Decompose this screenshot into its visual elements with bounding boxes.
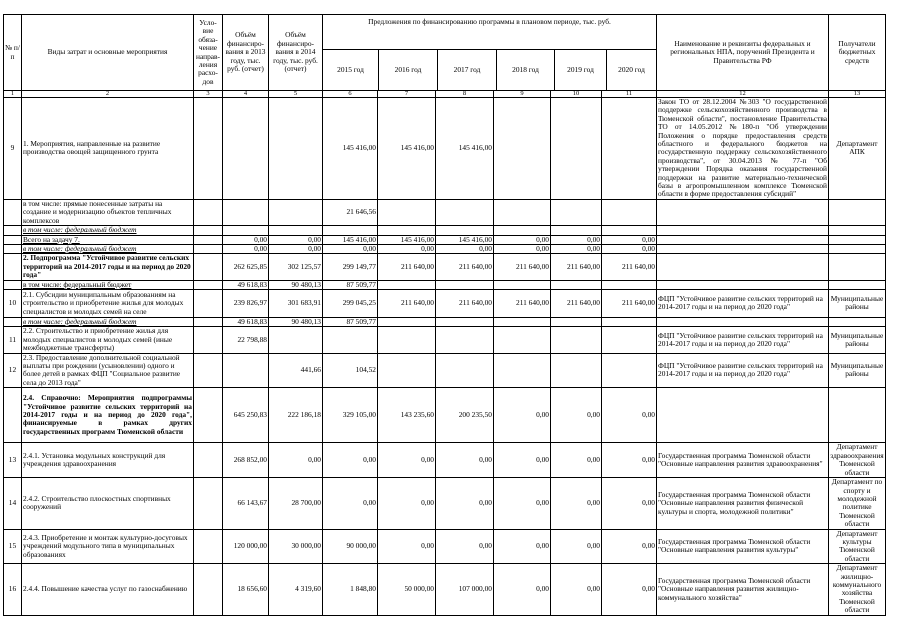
amount-cell: 0,00: [378, 478, 436, 529]
amount-cell: [602, 353, 657, 388]
amount-cell: [602, 327, 657, 353]
row-number: [4, 199, 22, 225]
amount-cell: [551, 327, 602, 353]
amount-cell: 0,00: [436, 529, 494, 564]
amount-cell: [494, 98, 551, 200]
amount-cell: 0,00: [436, 244, 494, 253]
header-year: 2017 год: [438, 50, 497, 90]
amount-cell: [378, 353, 436, 388]
amount-cell: [323, 226, 378, 235]
amount-cell: 0,00: [494, 529, 551, 564]
amount-cell: 87 509,77: [323, 317, 378, 326]
table-row: [4, 327, 886, 353]
amount-cell: [269, 199, 323, 225]
budget-recipient: Департамент по спорту и молодежной политике Тюменской области: [829, 478, 886, 529]
budget-recipient: [829, 235, 886, 244]
legal-reference: Государственная программа Тюменской области "Основные направления развития жилищно-коммунального хозяйства": [657, 564, 829, 615]
legal-reference: [657, 317, 829, 326]
legal-reference: ФЦП "Устойчивое развитие сельских территорий на 2014-2017 годы и на период до 2020 года": [657, 353, 829, 388]
amount-cell: 145 416,00: [323, 235, 378, 244]
expense-description: 2.2. Строительство и приобретение жилья для молодых специалистов и молодых семей (иные межбюджетные трансферты): [22, 327, 194, 353]
amount-cell: 0,00: [602, 235, 657, 244]
amount-cell: 211 640,00: [436, 254, 494, 280]
amount-cell: [223, 226, 269, 235]
header-recipients: Получатели бюджетных средств: [829, 15, 886, 91]
amount-cell: [194, 254, 223, 280]
amount-cell: [602, 226, 657, 235]
amount-cell: [551, 98, 602, 200]
amount-cell: 0,00: [378, 244, 436, 253]
amount-cell: [494, 280, 551, 289]
amount-cell: [194, 529, 223, 564]
amount-cell: [194, 235, 223, 244]
table-row: [4, 529, 886, 564]
budget-recipient: Муниципальные районы: [829, 327, 886, 353]
amount-cell: [436, 353, 494, 388]
expense-description: в том числе: федеральный бюджет: [22, 280, 194, 289]
amount-cell: [602, 199, 657, 225]
row-number: 13: [4, 443, 22, 478]
row-number: 11: [4, 327, 22, 353]
legal-reference: [657, 244, 829, 253]
amount-cell: 0,00: [602, 244, 657, 253]
budget-recipient: [829, 254, 886, 280]
legal-reference: ФЦП "Устойчивое развитие сельских территорий на 2014-2017 годы и на период до 2020 года": [657, 289, 829, 317]
amount-cell: 0,00: [602, 564, 657, 615]
legal-reference: ФЦП "Устойчивое развитие сельских территорий на 2014-2017 годы и на период до 2020 года": [657, 327, 829, 353]
header-proposals-block: [323, 15, 657, 91]
legal-reference: [657, 388, 829, 443]
amount-cell: [436, 226, 494, 235]
amount-cell: 4 319,60: [269, 564, 323, 615]
row-number: 10: [4, 289, 22, 317]
amount-cell: [194, 98, 223, 200]
amount-cell: 329 105,00: [323, 388, 378, 443]
amount-cell: [194, 564, 223, 615]
financing-table: [3, 14, 886, 616]
amount-cell: [551, 280, 602, 289]
row-number: 15: [4, 529, 22, 564]
amount-cell: 268 852,00: [223, 443, 269, 478]
legal-reference: [657, 199, 829, 225]
expense-description: в том числе: федеральный бюджет: [22, 317, 194, 326]
amount-cell: [194, 353, 223, 388]
legal-reference: [657, 280, 829, 289]
amount-cell: 211 640,00: [551, 254, 602, 280]
budget-recipient: [829, 388, 886, 443]
amount-cell: 143 235,60: [378, 388, 436, 443]
row-number: [4, 226, 22, 235]
amount-cell: [223, 98, 269, 200]
amount-cell: 0,00: [436, 478, 494, 529]
amount-cell: [194, 388, 223, 443]
amount-cell: 28 700,00: [269, 478, 323, 529]
amount-cell: 211 640,00: [378, 289, 436, 317]
amount-cell: [378, 280, 436, 289]
col-number: 5: [269, 91, 323, 98]
table-row: [4, 388, 886, 443]
col-number: 12: [657, 91, 829, 98]
amount-cell: [378, 317, 436, 326]
budget-recipient: Департамент здравоохранения Тюменской области: [830, 442, 884, 477]
col-number: 9: [494, 91, 551, 98]
amount-cell: 0,00: [269, 235, 323, 244]
amount-cell: 49 618,83: [223, 317, 269, 326]
expense-description: Всего на задачу 7.: [22, 235, 194, 244]
table-row: [4, 353, 886, 388]
amount-cell: [551, 199, 602, 225]
table-row: [4, 289, 886, 317]
amount-cell: [194, 327, 223, 353]
amount-cell: 0,00: [494, 388, 551, 443]
amount-cell: [436, 317, 494, 326]
column-numbers-row: [4, 91, 886, 98]
amount-cell: 66 143,67: [223, 478, 269, 529]
amount-cell: 107 000,00: [436, 564, 494, 615]
amount-cell: 0,00: [602, 443, 657, 478]
amount-cell: [194, 289, 223, 317]
header-vol2014: Объём финансиро-вания в 2014 году, тыс. руб. (отчет): [269, 15, 323, 91]
amount-cell: 0,00: [494, 235, 551, 244]
legal-reference: Государственная программа Тюменской области "Основные направления развития культуры": [657, 529, 829, 564]
header-vol2013: Объём финансиро-вания в 2013 году, тыс. руб. (отчет): [223, 15, 269, 91]
amount-cell: 211 640,00: [602, 254, 657, 280]
amount-cell: 0,00: [551, 244, 602, 253]
amount-cell: [602, 280, 657, 289]
header-num: № п/п: [4, 15, 22, 91]
col-number: 2: [22, 91, 194, 98]
expense-description: 2.4. Справочно: Мероприятия подпрограммы "Устойчивое развитие сельских территорий на 2014-2017 годы и на период до 2020 года", финансируемые в рамках других государственных программ Тюменской области: [22, 388, 194, 443]
amount-cell: 645 250,83: [223, 388, 269, 443]
amount-cell: [194, 226, 223, 235]
col-number: 3: [194, 91, 223, 98]
expense-description: 2.1. Субсидии муниципальным образованиям на строительство и приобретение жилья для молодых специалистов и молодых семей на селе: [22, 289, 194, 317]
amount-cell: 0,00: [602, 478, 657, 529]
budget-recipient: [829, 317, 886, 326]
amount-cell: 211 640,00: [436, 289, 494, 317]
row-number: [4, 388, 22, 443]
amount-cell: [194, 443, 223, 478]
header-requisites: Наименование и реквизиты федеральных и региональных НПА, поручений Президента и Правительства РФ: [657, 15, 829, 91]
table-row: [4, 280, 886, 289]
table-row: [4, 443, 886, 478]
amount-cell: 145 416,00: [436, 235, 494, 244]
header-year: 2020 год: [618, 64, 645, 74]
amount-cell: 0,00: [494, 443, 551, 478]
amount-cell: [436, 327, 494, 353]
amount-cell: 0,00: [494, 244, 551, 253]
amount-cell: [269, 98, 323, 200]
col-number: 10: [551, 91, 602, 98]
amount-cell: 0,00: [602, 529, 657, 564]
row-number: 9: [4, 98, 22, 200]
amount-cell: [436, 199, 494, 225]
amount-cell: 120 000,00: [223, 529, 269, 564]
header-year: 2015 год: [323, 50, 379, 90]
amount-cell: 299 045,25: [323, 289, 378, 317]
amount-cell: [551, 226, 602, 235]
amount-cell: 211 640,00: [551, 289, 602, 317]
col-number: 8: [436, 91, 494, 98]
expense-description: в том числе: федеральный бюджет: [22, 226, 194, 235]
amount-cell: [494, 199, 551, 225]
amount-cell: [494, 327, 551, 353]
amount-cell: [551, 317, 602, 326]
amount-cell: 104,52: [323, 353, 378, 388]
amount-cell: 0,00: [323, 478, 378, 529]
table-row: [4, 235, 886, 244]
amount-cell: [194, 478, 223, 529]
expense-description: в том числе: прямые понесенные затраты на создание и модернизацию объектов тепличных комплексов: [22, 199, 194, 225]
amount-cell: 0,00: [378, 529, 436, 564]
amount-cell: 211 640,00: [378, 254, 436, 280]
budget-recipient: [829, 244, 886, 253]
amount-cell: 0,00: [551, 564, 602, 615]
amount-cell: [323, 327, 378, 353]
row-number: [4, 317, 22, 326]
amount-cell: [194, 244, 223, 253]
expense-description: в том числе: федеральный бюджет: [22, 244, 194, 253]
col-number: 6: [323, 91, 378, 98]
amount-cell: 87 509,77: [323, 280, 378, 289]
amount-cell: 18 656,60: [223, 564, 269, 615]
col-number: 1: [4, 91, 22, 98]
amount-cell: [436, 280, 494, 289]
legal-reference: Государственная программа Тюменской области "Основные направления развития физической культуры и спорта, молодежной политики": [657, 478, 829, 529]
amount-cell: 0,00: [436, 443, 494, 478]
col-number: 4: [223, 91, 269, 98]
header-types: Виды затрат и основные мероприятия: [22, 15, 194, 91]
amount-cell: [494, 317, 551, 326]
amount-cell: [494, 353, 551, 388]
header-year: 2016 год: [379, 50, 438, 90]
amount-cell: 0,00: [494, 478, 551, 529]
budget-recipient: Департамент культуры Тюменской области: [829, 529, 886, 564]
amount-cell: 0,00: [269, 244, 323, 253]
amount-cell: 145 416,00: [378, 98, 436, 200]
legal-reference: Закон ТО от 28.12.2004 №303 "О государственной поддержке сельскохозяйственного производства в Тюменской области", постановление Правительства ТО от 14.05.2012 №180-п "Об утверждении Положения о порядке предоставления средств областного и федерального бюджетов на государственную поддержку сельскохозяйственного производства", от 30.04.2013 № 77-п "Об утверждении Порядка оказания государственной поддержки на развитие материально-технической базы в агропромышленном комплексе Тюменской области в форме предоставления субсидий": [658, 97, 827, 199]
table-row: [4, 98, 886, 200]
amount-cell: 90 000,00: [323, 529, 378, 564]
amount-cell: 21 646,56: [323, 199, 378, 225]
budget-recipient: [829, 226, 886, 235]
amount-cell: [194, 280, 223, 289]
amount-cell: 302 125,57: [269, 254, 323, 280]
amount-cell: 1 848,80: [323, 564, 378, 615]
amount-cell: 145 416,00: [378, 235, 436, 244]
amount-cell: [194, 317, 223, 326]
table-row: [4, 317, 886, 326]
amount-cell: 22 798,88: [223, 327, 269, 353]
amount-cell: 145 416,00: [436, 98, 494, 200]
amount-cell: [551, 353, 602, 388]
table-row: [4, 244, 886, 253]
amount-cell: 0,00: [602, 388, 657, 443]
amount-cell: 90 480,13: [269, 280, 323, 289]
amount-cell: 0,00: [551, 235, 602, 244]
legal-reference: [657, 254, 829, 280]
amount-cell: [602, 98, 657, 200]
col-number: 7: [378, 91, 436, 98]
amount-cell: [494, 226, 551, 235]
budget-recipient: [829, 199, 886, 225]
table-row: [4, 478, 886, 529]
amount-cell: [378, 327, 436, 353]
legal-reference: Государственная программа Тюменской области "Основные направления развития здравоохранения": [657, 443, 829, 478]
expense-description: 2.4.4. Повышение качества услуг по газоснабжению: [22, 564, 194, 615]
header-year: 2018 год: [497, 50, 555, 90]
table-row: [4, 226, 886, 235]
amount-cell: 30 000,00: [269, 529, 323, 564]
amount-cell: 262 625,85: [223, 254, 269, 280]
amount-cell: 299 149,77: [323, 254, 378, 280]
table-row: [4, 564, 886, 615]
amount-cell: [194, 199, 223, 225]
amount-cell: 0,00: [494, 564, 551, 615]
budget-recipient: Муниципальные районы: [829, 353, 886, 388]
expense-description: 2.4.3. Приобретение и монтаж культурно-досуговых учреждений модульного типа в муниципальных образованиях: [22, 529, 194, 564]
amount-cell: 145 416,00: [323, 98, 378, 200]
row-number: [4, 235, 22, 244]
amount-cell: 0,00: [223, 244, 269, 253]
amount-cell: [378, 226, 436, 235]
expense-description: 2.3. Предоставление дополнительной социальной выплаты при рождении (усыновлении) одного и более детей в рамках ФЦП "Социальное развитие села до 2013 года": [22, 353, 194, 388]
expense-description: 2. Подпрограмма "Устойчивое развитие сельских территорий на 2014-2017 годы и на период до 2020 года": [22, 254, 194, 280]
amount-cell: 200 235,50: [436, 388, 494, 443]
amount-cell: [223, 199, 269, 225]
amount-cell: 0,00: [323, 244, 378, 253]
budget-recipient: Департамент АПК: [829, 98, 886, 200]
row-number: 14: [4, 478, 22, 529]
amount-cell: 0,00: [223, 235, 269, 244]
row-number: 16: [4, 564, 22, 615]
amount-cell: 0,00: [551, 529, 602, 564]
amount-cell: [378, 199, 436, 225]
col-number: 13: [829, 91, 886, 98]
amount-cell: 0,00: [551, 443, 602, 478]
table-row: [4, 199, 886, 225]
legal-reference: [657, 235, 829, 244]
col-number: 11: [602, 91, 657, 98]
amount-cell: 0,00: [323, 443, 378, 478]
budget-recipient: Муниципальные районы: [829, 289, 886, 317]
header-proposals: Предложения по финансированию программы в плановом периоде, тыс. руб.: [368, 17, 611, 26]
amount-cell: 50 000,00: [378, 564, 436, 615]
amount-cell: [602, 317, 657, 326]
amount-cell: 0,00: [269, 443, 323, 478]
amount-cell: 0,00: [551, 478, 602, 529]
amount-cell: 211 640,00: [602, 289, 657, 317]
amount-cell: 211 640,00: [494, 254, 551, 280]
amount-cell: 301 683,91: [269, 289, 323, 317]
amount-cell: 49 618,83: [223, 280, 269, 289]
amount-cell: 0,00: [551, 388, 602, 443]
expense-description: 2.4.2. Строительство плоскостных спортивных сооружений: [22, 478, 194, 529]
row-number: [4, 254, 22, 280]
amount-cell: 0,00: [378, 443, 436, 478]
budget-recipient: [829, 280, 886, 289]
table-row: [4, 254, 886, 280]
row-number: [4, 280, 22, 289]
amount-cell: [269, 226, 323, 235]
expense-description: 2.4.1. Установка модульных конструкций для учреждения здравоохранения: [22, 443, 194, 478]
expense-description: 1. Мероприятия, направленные на развитие производства овощей защищенного грунта: [22, 98, 194, 200]
amount-cell: 239 826,97: [223, 289, 269, 317]
header-year: 2019 год: [555, 50, 607, 90]
amount-cell: 222 186,18: [269, 388, 323, 443]
row-number: [4, 244, 22, 253]
amount-cell: [223, 353, 269, 388]
amount-cell: 211 640,00: [494, 289, 551, 317]
legal-reference: [657, 226, 829, 235]
budget-recipient: Департамент жилищно-коммунального хозяйства Тюменской области: [829, 564, 886, 615]
amount-cell: 441,66: [269, 353, 323, 388]
amount-cell: 90 480,13: [269, 317, 323, 326]
header-conditions: Усло-вие обяза-чение направ-ления расхо-дов: [194, 15, 223, 91]
row-number: 12: [4, 353, 22, 388]
amount-cell: [269, 327, 323, 353]
